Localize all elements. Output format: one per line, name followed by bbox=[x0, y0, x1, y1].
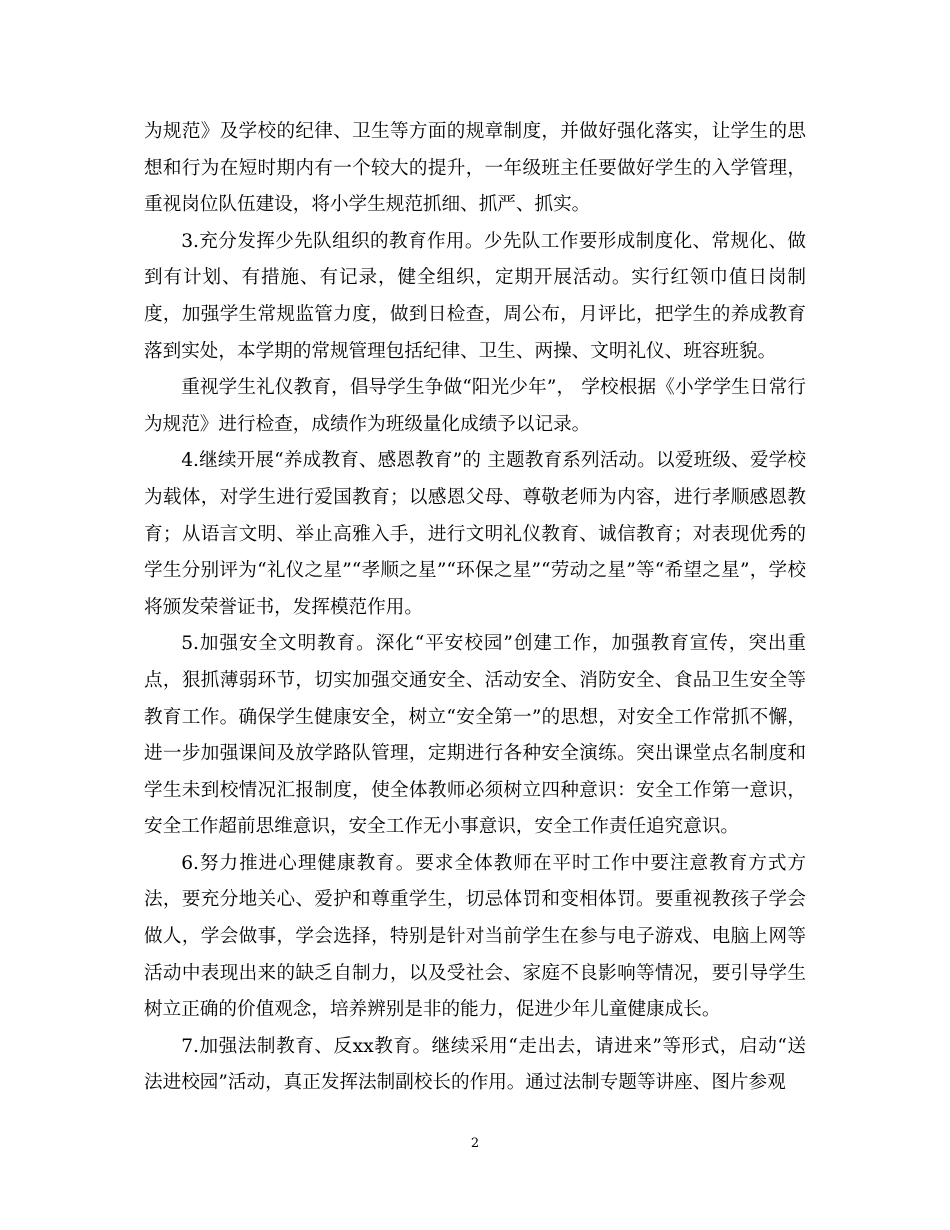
paragraph-item-6: 6.努力推进心理健康教育。要求全体教师在平时工作中要注意教育方式方法，要充分地关心、爱护和尊重学生，切忌体罚和变相体罚。要重视教孩子学会做人，学会做事，学会选择，特别是针对当前学生在参与电子游戏、电脑上网等活动中表现出来的缺乏自制力，以及受社会、家庭不良影响等情况，要引导学生树立正确的价值观念，培养辨别是非的能力，促进少年儿童健康成长。 bbox=[144, 852, 806, 1021]
page-number: 2 bbox=[470, 1136, 480, 1151]
paragraph-item-3: 3.充分发挥少先队组织的教育作用。少先队工作要形成制度化、常规化、做到有计划、有措施、有记录，健全组织，定期开展活动。实行红领巾值日岗制度，加强学生常规监管力度，做到日检查，周公布，月评比，把学生的养成教育落到实处，本学期的常规管理包括纪律、卫生、两操、文明礼仪、班容班貌。 bbox=[144, 230, 806, 362]
paragraph-item-7: 7.加强法制教育、反xx教育。继续采用“走出去，请进来”等形式，启动“送法进校园”活动，真正发挥法制副校长的作用。通过法制专题等讲座、图片参观 bbox=[144, 1035, 806, 1094]
document-body bbox=[144, 114, 806, 1102]
paragraph-item-5: 5.加强安全文明教育。深化“平安校园”创建工作，加强教育宣传，突出重点，狠抓薄弱环节，切实加强交通安全、活动安全、消防安全、食品卫生安全等教育工作。确保学生健康安全，树立“安全第一”的思想，对安全工作常抓不懈，进一步加强课间及放学路队管理，定期进行各种安全演练。突出课堂点名制度和学生未到校情况汇报制度，使全体教师必须树立四种意识：安全工作第一意识，安全工作超前思维意识，安全工作无小事意识，安全工作责任追究意识。 bbox=[144, 633, 806, 838]
paragraph-etiquette: 重视学生礼仪教育，倡导学生争做“阳光少年”， 学校根据《小学学生日常行为规范》进行检查，成绩作为班级量化成绩予以记录。 bbox=[144, 377, 806, 435]
paragraph-continuation: 为规范》及学校的纪律、卫生等方面的规章制度，并做好强化落实，让学生的思想和行为在短时期内有一个较大的提升，一年级班主任要做好学生的入学管理，重视岗位队伍建设，将小学生规范抓细、抓严、抓实。 bbox=[144, 121, 806, 216]
paragraph-item-4: 4.继续开展“养成教育、感恩教育”的 主题教育系列活动。以爱班级、爱学校为载体，对学生进行爱国教育；以感恩父母、尊敬老师为内容，进行孝顺感恩教育；从语言文明、举止高雅入手，进行文明礼仪教育、诚信教育；对表现优秀的学生分别评为“礼仪之星”“孝顺之星”“环保之星”“劳动之星”等“希望之星”，学校将颁发荣誉证书，发挥模范作用。 bbox=[144, 450, 806, 618]
